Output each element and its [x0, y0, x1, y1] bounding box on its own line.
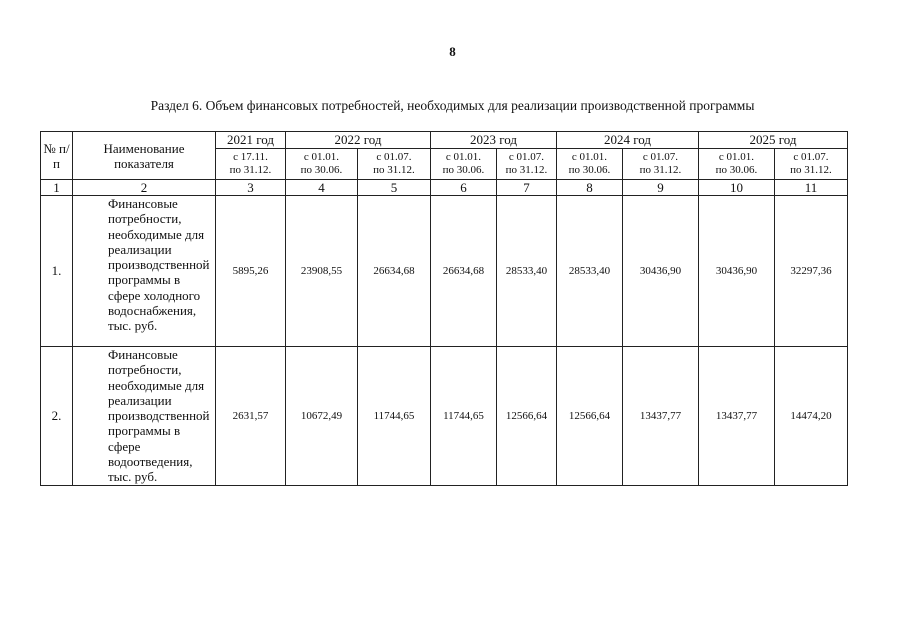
period-end: по 31.12.: [790, 164, 832, 176]
period-start: с 01.07.: [793, 151, 829, 163]
value-cell: 30436,90: [623, 196, 699, 347]
header-period: [286, 149, 358, 180]
column-number: 6: [431, 180, 497, 196]
value-cell: 28533,40: [557, 196, 623, 347]
value-cell: 10672,49: [286, 347, 358, 486]
value-cell: 28533,40: [497, 196, 557, 347]
page-number: 8: [449, 44, 456, 59]
header-period: [358, 149, 431, 180]
period-start: с 01.01.: [718, 151, 755, 163]
column-number: 8: [557, 180, 623, 196]
period-end: по 31.12.: [229, 164, 272, 176]
value-cell: 5895,26: [216, 196, 286, 347]
indicator-name: Финансовые потребности, необходимые для реализации производственной программы в сфере водоотведения, тыс. руб.: [73, 347, 216, 486]
header-period: [623, 149, 699, 180]
column-number: 1: [41, 180, 73, 196]
header-year-2021: 2021 год: [216, 132, 286, 149]
period-start: с 01.07.: [508, 151, 545, 163]
period-start: с 17.11.: [233, 151, 268, 163]
header-year-2025: 2025 год: [699, 132, 848, 149]
header-period: [431, 149, 497, 180]
table-row: [41, 196, 848, 347]
indicator-name: Финансовые потребности, необходимые для реализации производственной программы в сфере холодного водоснабжения, тыс. руб.: [73, 196, 216, 347]
financial-needs-table: [40, 131, 848, 486]
value-cell: 12566,64: [497, 347, 557, 486]
period-end: по 31.12.: [639, 164, 682, 176]
header-period: [775, 149, 848, 180]
column-number: 2: [73, 180, 216, 196]
table-row: [41, 347, 848, 486]
value-cell: 14474,20: [775, 347, 848, 486]
header-year-2024: 2024 год: [557, 132, 699, 149]
value-cell: 23908,55: [286, 196, 358, 347]
period-end: по 30.06.: [300, 164, 343, 176]
value-cell: 26634,68: [431, 196, 497, 347]
column-number: 3: [216, 180, 286, 196]
header-year-2023: 2023 год: [431, 132, 557, 149]
period-start: с 01.01.: [571, 151, 608, 163]
period-end: по 31.12.: [505, 164, 548, 176]
period-start: с 01.01.: [445, 151, 482, 163]
header-period: [557, 149, 623, 180]
value-cell: 30436,90: [699, 196, 775, 347]
header-period: [699, 149, 775, 180]
period-end: по 30.06.: [715, 164, 758, 176]
value-cell: 26634,68: [358, 196, 431, 347]
header-year-2022: 2022 год: [286, 132, 431, 149]
value-cell: 12566,64: [557, 347, 623, 486]
period-start: с 01.07.: [642, 151, 679, 163]
value-cell: 13437,77: [623, 347, 699, 486]
column-number: 4: [286, 180, 358, 196]
column-number: 7: [497, 180, 557, 196]
row-number: 2.: [41, 347, 73, 486]
value-cell: 11744,65: [358, 347, 431, 486]
header-indicator-name: Наименование показателя: [73, 132, 216, 180]
column-number: 11: [775, 180, 848, 196]
value-cell: 32297,36: [775, 196, 848, 347]
column-number: 10: [699, 180, 775, 196]
period-end: по 30.06.: [568, 164, 611, 176]
value-cell: 11744,65: [431, 347, 497, 486]
value-cell: 13437,77: [699, 347, 775, 486]
period-end: по 30.06.: [442, 164, 485, 176]
header-row-number: № п/п: [41, 132, 73, 180]
header-period: [497, 149, 557, 180]
column-number: 9: [623, 180, 699, 196]
period-end: по 31.12.: [373, 164, 415, 176]
column-number: 5: [358, 180, 431, 196]
value-cell: 2631,57: [216, 347, 286, 486]
period-start: с 01.01.: [303, 151, 340, 163]
row-number: 1.: [41, 196, 73, 347]
section-title: Раздел 6. Объем финансовых потребностей, необходимых для реализации производственной программы: [150, 98, 755, 113]
header-period: [216, 149, 286, 180]
period-start: с 01.07.: [376, 151, 412, 163]
